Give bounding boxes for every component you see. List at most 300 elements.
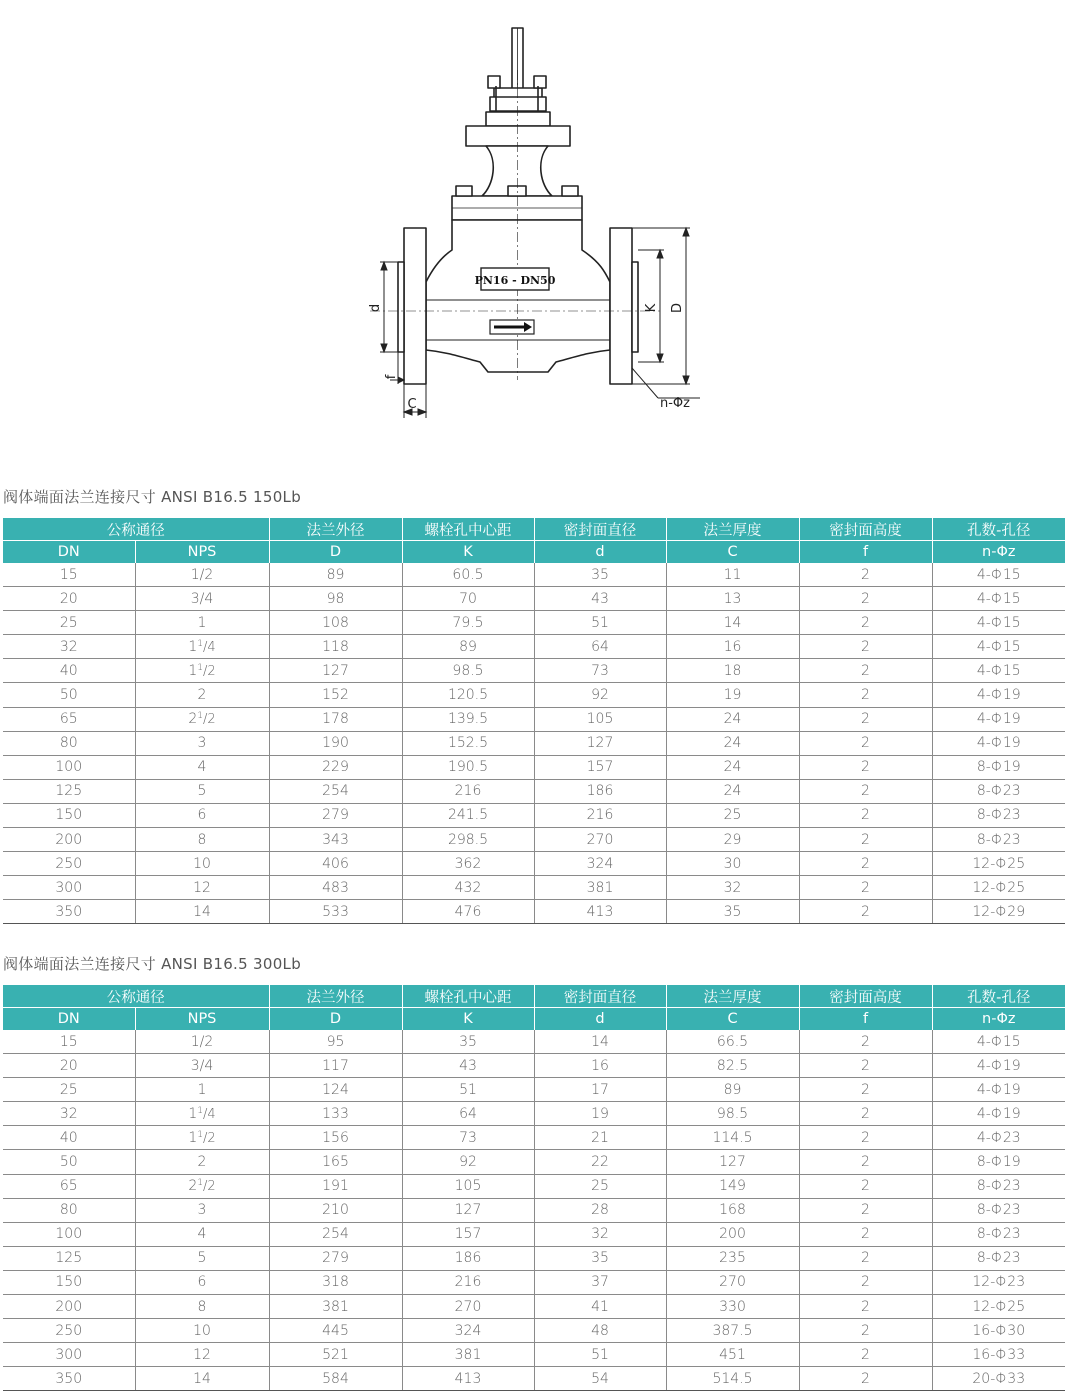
table-cell: 12-Φ29 xyxy=(932,900,1065,924)
table-cell: 11 xyxy=(666,563,799,587)
table-row xyxy=(3,563,1065,587)
table-cell: 150 xyxy=(3,1270,135,1294)
table-row xyxy=(3,1174,1065,1198)
table-cell: 64 xyxy=(402,1102,534,1126)
header-sym: DN xyxy=(3,541,135,564)
table-cell: 4-Φ15 xyxy=(932,587,1065,611)
table-cell: 2 xyxy=(135,683,269,707)
table-row xyxy=(3,1270,1065,1294)
table-row xyxy=(3,683,1065,707)
table-cell: 139.5 xyxy=(402,707,534,731)
table-cell: 108 xyxy=(269,611,402,635)
table-cell: 186 xyxy=(402,1246,534,1270)
table-cell: 2 xyxy=(799,828,932,852)
table-cell: 118 xyxy=(269,635,402,659)
header-group-nominal: 公称通径 xyxy=(3,518,269,541)
table-cell: 8 xyxy=(135,828,269,852)
table-cell: 12 xyxy=(135,876,269,900)
table-cell: 12-Φ25 xyxy=(932,852,1065,876)
table-cell: 20 xyxy=(3,1054,135,1078)
table-cell: 10 xyxy=(135,852,269,876)
table-cell: 15 xyxy=(3,563,135,587)
table-cell: 324 xyxy=(402,1319,534,1343)
flange-table-300lb xyxy=(3,985,1065,1391)
table-cell: 24 xyxy=(666,755,799,779)
table-cell: 16 xyxy=(666,635,799,659)
table-row xyxy=(3,1054,1065,1078)
table-cell: 14 xyxy=(135,900,269,924)
table-cell: 4-Φ19 xyxy=(932,683,1065,707)
table-cell: 2 xyxy=(135,1150,269,1174)
table-row xyxy=(3,900,1065,924)
table-cell: 381 xyxy=(534,876,666,900)
table-cell: 73 xyxy=(402,1126,534,1150)
header-cn: 密封面高度 xyxy=(799,518,932,541)
header-cn: 法兰外径 xyxy=(269,985,402,1008)
dim-d-label: d xyxy=(368,303,383,313)
table-cell: 4-Φ15 xyxy=(932,611,1065,635)
table-cell: 12-Φ25 xyxy=(932,1295,1065,1319)
table-cell: 1 xyxy=(135,611,269,635)
table-cell: 127 xyxy=(666,1150,799,1174)
header-cn: 孔数-孔径 xyxy=(932,985,1065,1008)
table-cell: 1/2 xyxy=(135,1030,269,1054)
table-cell: 3 xyxy=(135,731,269,755)
table-cell: 66.5 xyxy=(666,1030,799,1054)
table-cell: 4-Φ15 xyxy=(932,659,1065,683)
table-cell: 2 xyxy=(799,1174,932,1198)
table-cell: 117 xyxy=(269,1054,402,1078)
table-cell: 191 xyxy=(269,1174,402,1198)
table-cell: 2 xyxy=(799,755,932,779)
table-cell: 152.5 xyxy=(402,731,534,755)
table-cell: 406 xyxy=(269,852,402,876)
table-cell: 32 xyxy=(534,1222,666,1246)
table-cell: 8-Φ23 xyxy=(932,1198,1065,1222)
table-row xyxy=(3,731,1065,755)
valve-dimension-drawing xyxy=(0,0,1071,470)
table-cell: 17 xyxy=(534,1078,666,1102)
table-cell: 2 xyxy=(799,1367,932,1391)
table-cell: 1 xyxy=(135,1078,269,1102)
table-cell: 6 xyxy=(135,1270,269,1294)
table-cell: 483 xyxy=(269,876,402,900)
table-cell: 2 xyxy=(799,659,932,683)
header-cn: 孔数-孔径 xyxy=(932,518,1065,541)
header-sym: C xyxy=(666,1008,799,1031)
table-cell: 50 xyxy=(3,1150,135,1174)
table-cell: 451 xyxy=(666,1343,799,1367)
table-cell: 190 xyxy=(269,731,402,755)
table-cell: 16-Φ30 xyxy=(932,1319,1065,1343)
table-cell: 105 xyxy=(402,1174,534,1198)
table-cell: 2 xyxy=(799,611,932,635)
table-cell: 20-Φ33 xyxy=(932,1367,1065,1391)
table-cell: 156 xyxy=(269,1126,402,1150)
table-cell: 200 xyxy=(3,1295,135,1319)
table-cell: 387.5 xyxy=(666,1319,799,1343)
header-sym: D xyxy=(269,1008,402,1031)
table-cell: $1^1/2$ xyxy=(135,1126,269,1150)
dim-nz-label: n-Φz xyxy=(660,396,690,411)
table-row xyxy=(3,1246,1065,1270)
table-cell: 4-Φ15 xyxy=(932,635,1065,659)
table-cell: 168 xyxy=(666,1198,799,1222)
header-cn: 螺栓孔中心距 xyxy=(402,518,534,541)
table-row xyxy=(3,611,1065,635)
table-cell: 29 xyxy=(666,828,799,852)
table-cell: 4-Φ19 xyxy=(932,731,1065,755)
table-cell: 229 xyxy=(269,755,402,779)
table-cell: 270 xyxy=(402,1295,534,1319)
table-cell: 2 xyxy=(799,1246,932,1270)
table-row xyxy=(3,1198,1065,1222)
table-cell: 190.5 xyxy=(402,755,534,779)
table-cell: 2 xyxy=(799,1150,932,1174)
table-cell: 25 xyxy=(534,1174,666,1198)
table-cell: 2 xyxy=(799,707,932,731)
table-cell: 98.5 xyxy=(402,659,534,683)
header-sym: n-Φz xyxy=(932,541,1065,564)
table-cell: 2 xyxy=(799,1030,932,1054)
table-cell: 40 xyxy=(3,1126,135,1150)
table-cell: 178 xyxy=(269,707,402,731)
table-cell: 6 xyxy=(135,803,269,827)
table-cell: 2 xyxy=(799,1198,932,1222)
table-row xyxy=(3,659,1065,683)
table-row xyxy=(3,1150,1065,1174)
table-cell: 150 xyxy=(3,803,135,827)
table-cell: 43 xyxy=(534,587,666,611)
table-cell: 65 xyxy=(3,1174,135,1198)
table-cell: 92 xyxy=(402,1150,534,1174)
table-cell: 105 xyxy=(534,707,666,731)
table-cell: 324 xyxy=(534,852,666,876)
table-cell: 216 xyxy=(402,1270,534,1294)
table-cell: 152 xyxy=(269,683,402,707)
table-cell: 41 xyxy=(534,1295,666,1319)
table-cell: 120.5 xyxy=(402,683,534,707)
table-cell: 79.5 xyxy=(402,611,534,635)
table-cell: 476 xyxy=(402,900,534,924)
table-row xyxy=(3,587,1065,611)
table-cell: 95 xyxy=(269,1030,402,1054)
table-cell: 8-Φ23 xyxy=(932,779,1065,803)
table-cell: 300 xyxy=(3,876,135,900)
table-cell: 73 xyxy=(534,659,666,683)
header-sym: f xyxy=(799,1008,932,1031)
table-cell: 80 xyxy=(3,1198,135,1222)
table-cell: 24 xyxy=(666,707,799,731)
table-cell: 2 xyxy=(799,876,932,900)
table-1-title: 阀体端面法兰连接尺寸 ANSI B16.5 150Lb xyxy=(3,488,302,506)
table-row xyxy=(3,1319,1065,1343)
table-cell: 82.5 xyxy=(666,1054,799,1078)
table-cell: 4-Φ19 xyxy=(932,707,1065,731)
header-cn: 密封面直径 xyxy=(534,985,666,1008)
table-cell: 14 xyxy=(135,1367,269,1391)
table-cell: 279 xyxy=(269,803,402,827)
table-cell: 2 xyxy=(799,1343,932,1367)
table-cell: 8-Φ23 xyxy=(932,1246,1065,1270)
table-cell: 25 xyxy=(3,611,135,635)
table-row xyxy=(3,755,1065,779)
table-cell: 89 xyxy=(666,1078,799,1102)
table-cell: 2 xyxy=(799,563,932,587)
header-sym: K xyxy=(402,1008,534,1031)
table-cell: 149 xyxy=(666,1174,799,1198)
table-cell: 318 xyxy=(269,1270,402,1294)
table-cell: 270 xyxy=(534,828,666,852)
table-cell: 200 xyxy=(3,828,135,852)
table-cell: 64 xyxy=(534,635,666,659)
dim-K-label: K xyxy=(644,303,659,313)
table-cell: 432 xyxy=(402,876,534,900)
table-cell: 127 xyxy=(269,659,402,683)
table-cell: 350 xyxy=(3,900,135,924)
table-cell: 125 xyxy=(3,1246,135,1270)
table-cell: 254 xyxy=(269,1222,402,1246)
table-cell: 24 xyxy=(666,731,799,755)
table-cell: 48 xyxy=(534,1319,666,1343)
header-sym: C xyxy=(666,541,799,564)
table-cell: 35 xyxy=(534,1246,666,1270)
table-cell: 4-Φ19 xyxy=(932,1102,1065,1126)
table-cell: 8-Φ23 xyxy=(932,1174,1065,1198)
table-cell: 584 xyxy=(269,1367,402,1391)
table-cell: 30 xyxy=(666,852,799,876)
table-cell: 533 xyxy=(269,900,402,924)
table-cell: 8-Φ19 xyxy=(932,1150,1065,1174)
table-row xyxy=(3,1030,1065,1054)
table-cell: 32 xyxy=(666,876,799,900)
table-cell: 157 xyxy=(402,1222,534,1246)
table-cell: 270 xyxy=(666,1270,799,1294)
table-cell: 4-Φ15 xyxy=(932,1030,1065,1054)
table-cell: 330 xyxy=(666,1295,799,1319)
table-cell: 60.5 xyxy=(402,563,534,587)
table-cell: 4 xyxy=(135,755,269,779)
table-cell: 98.5 xyxy=(666,1102,799,1126)
table-cell: 2 xyxy=(799,852,932,876)
table-cell: 22 xyxy=(534,1150,666,1174)
table-cell: 32 xyxy=(3,635,135,659)
table-cell: 25 xyxy=(666,803,799,827)
table-cell: 381 xyxy=(402,1343,534,1367)
table-row xyxy=(3,1367,1065,1391)
table-cell: 16-Φ33 xyxy=(932,1343,1065,1367)
table-cell: 51 xyxy=(534,1343,666,1367)
table-cell: 19 xyxy=(534,1102,666,1126)
table-cell: 250 xyxy=(3,852,135,876)
table-cell: 25 xyxy=(3,1078,135,1102)
header-sym: K xyxy=(402,541,534,564)
header-sym: d xyxy=(534,541,666,564)
table-row xyxy=(3,1295,1065,1319)
dim-C-label: C xyxy=(407,397,417,412)
header-sym: DN xyxy=(3,1008,135,1031)
table-cell: 2 xyxy=(799,900,932,924)
table-cell: 133 xyxy=(269,1102,402,1126)
table-2-title: 阀体端面法兰连接尺寸 ANSI B16.5 300Lb xyxy=(3,955,302,973)
table-cell: 12 xyxy=(135,1343,269,1367)
header-sym: d xyxy=(534,1008,666,1031)
table-cell: 298.5 xyxy=(402,828,534,852)
table-cell: 2 xyxy=(799,683,932,707)
table-cell: 12-Φ23 xyxy=(932,1270,1065,1294)
table-cell: 51 xyxy=(534,611,666,635)
table-cell: $2^1/2$ xyxy=(135,1174,269,1198)
table-cell: 165 xyxy=(269,1150,402,1174)
table-cell: 413 xyxy=(534,900,666,924)
table-cell: 2 xyxy=(799,1078,932,1102)
table-cell: 98 xyxy=(269,587,402,611)
table-row xyxy=(3,1126,1065,1150)
table-cell: 65 xyxy=(3,707,135,731)
table-cell: 4-Φ15 xyxy=(932,563,1065,587)
table-cell: 19 xyxy=(666,683,799,707)
table-cell: 50 xyxy=(3,683,135,707)
table-cell: 279 xyxy=(269,1246,402,1270)
table-cell: 35 xyxy=(534,563,666,587)
table-cell: 2 xyxy=(799,635,932,659)
table-cell: 4-Φ23 xyxy=(932,1126,1065,1150)
table-cell: 100 xyxy=(3,1222,135,1246)
table-cell: $1^1/2$ xyxy=(135,659,269,683)
table-cell: 89 xyxy=(269,563,402,587)
table-cell: 3/4 xyxy=(135,587,269,611)
table-cell: 4 xyxy=(135,1222,269,1246)
table-cell: 235 xyxy=(666,1246,799,1270)
table-cell: 2 xyxy=(799,1102,932,1126)
table-cell: 521 xyxy=(269,1343,402,1367)
table-cell: 5 xyxy=(135,779,269,803)
table-cell: 5 xyxy=(135,1246,269,1270)
table-row xyxy=(3,1102,1065,1126)
table-cell: 3 xyxy=(135,1198,269,1222)
table-cell: 2 xyxy=(799,803,932,827)
table-cell: 2 xyxy=(799,1222,932,1246)
table-cell: 2 xyxy=(799,779,932,803)
table-cell: 35 xyxy=(666,900,799,924)
table-cell: $2^1/2$ xyxy=(135,707,269,731)
table-cell: 413 xyxy=(402,1367,534,1391)
table-row xyxy=(3,803,1065,827)
header-sym: D xyxy=(269,541,402,564)
table-cell: 186 xyxy=(534,779,666,803)
header-group-nominal: 公称通径 xyxy=(3,985,269,1008)
table-cell: 100 xyxy=(3,755,135,779)
table-cell: 8-Φ23 xyxy=(932,803,1065,827)
header-cn: 螺栓孔中心距 xyxy=(402,985,534,1008)
table-cell: 362 xyxy=(402,852,534,876)
dim-D-label: D xyxy=(670,302,685,314)
table-cell: 8 xyxy=(135,1295,269,1319)
table-cell: 54 xyxy=(534,1367,666,1391)
table-cell: 32 xyxy=(3,1102,135,1126)
table-cell: 250 xyxy=(3,1319,135,1343)
table-cell: 127 xyxy=(534,731,666,755)
table-cell: 2 xyxy=(799,587,932,611)
header-sym: NPS xyxy=(135,541,269,564)
table-cell: 15 xyxy=(3,1030,135,1054)
table-cell: 4-Φ19 xyxy=(932,1054,1065,1078)
header-cn: 密封面直径 xyxy=(534,518,666,541)
table-cell: 8-Φ23 xyxy=(932,1222,1065,1246)
table-row xyxy=(3,1078,1065,1102)
table-row xyxy=(3,779,1065,803)
table-cell: 343 xyxy=(269,828,402,852)
table-row xyxy=(3,1343,1065,1367)
table-cell: 2 xyxy=(799,1295,932,1319)
table-cell: 14 xyxy=(666,611,799,635)
table-cell: 210 xyxy=(269,1198,402,1222)
table-row xyxy=(3,852,1065,876)
table-cell: 21 xyxy=(534,1126,666,1150)
table-row xyxy=(3,635,1065,659)
table-cell: 35 xyxy=(402,1030,534,1054)
table-cell: 2 xyxy=(799,1126,932,1150)
table-cell: 16 xyxy=(534,1054,666,1078)
table-cell: 37 xyxy=(534,1270,666,1294)
table-cell: 20 xyxy=(3,587,135,611)
table-cell: 89 xyxy=(402,635,534,659)
table-cell: 10 xyxy=(135,1319,269,1343)
table-cell: 8-Φ23 xyxy=(932,828,1065,852)
table-row xyxy=(3,828,1065,852)
flange-table-150lb xyxy=(3,518,1065,924)
table-cell: 70 xyxy=(402,587,534,611)
table-cell: 125 xyxy=(3,779,135,803)
table-cell: $1^1/4$ xyxy=(135,1102,269,1126)
table-cell: 254 xyxy=(269,779,402,803)
table-cell: 43 xyxy=(402,1054,534,1078)
table-cell: 241.5 xyxy=(402,803,534,827)
table-cell: 381 xyxy=(269,1295,402,1319)
table-cell: 124 xyxy=(269,1078,402,1102)
table-cell: 2 xyxy=(799,1270,932,1294)
table-row xyxy=(3,876,1065,900)
table-cell: 127 xyxy=(402,1198,534,1222)
table-cell: 200 xyxy=(666,1222,799,1246)
header-cn: 法兰外径 xyxy=(269,518,402,541)
table-cell: 40 xyxy=(3,659,135,683)
table-cell: 216 xyxy=(402,779,534,803)
nameplate-text: PN16 - DN50 xyxy=(474,274,556,287)
table-cell: 216 xyxy=(534,803,666,827)
table-row xyxy=(3,1222,1065,1246)
table-cell: 1/2 xyxy=(135,563,269,587)
table-cell: 514.5 xyxy=(666,1367,799,1391)
table-cell: $1^1/4$ xyxy=(135,635,269,659)
table-cell: 157 xyxy=(534,755,666,779)
header-cn: 法兰厚度 xyxy=(666,985,799,1008)
table-cell: 12-Φ25 xyxy=(932,876,1065,900)
table-cell: 3/4 xyxy=(135,1054,269,1078)
table-cell: 2 xyxy=(799,731,932,755)
table-cell: 445 xyxy=(269,1319,402,1343)
table-cell: 350 xyxy=(3,1367,135,1391)
table-cell: 2 xyxy=(799,1319,932,1343)
table-cell: 13 xyxy=(666,587,799,611)
table-row xyxy=(3,707,1065,731)
dim-f-label: f xyxy=(384,374,399,380)
table-cell: 51 xyxy=(402,1078,534,1102)
table-cell: 28 xyxy=(534,1198,666,1222)
header-cn: 密封面高度 xyxy=(799,985,932,1008)
table-cell: 80 xyxy=(3,731,135,755)
table-cell: 18 xyxy=(666,659,799,683)
